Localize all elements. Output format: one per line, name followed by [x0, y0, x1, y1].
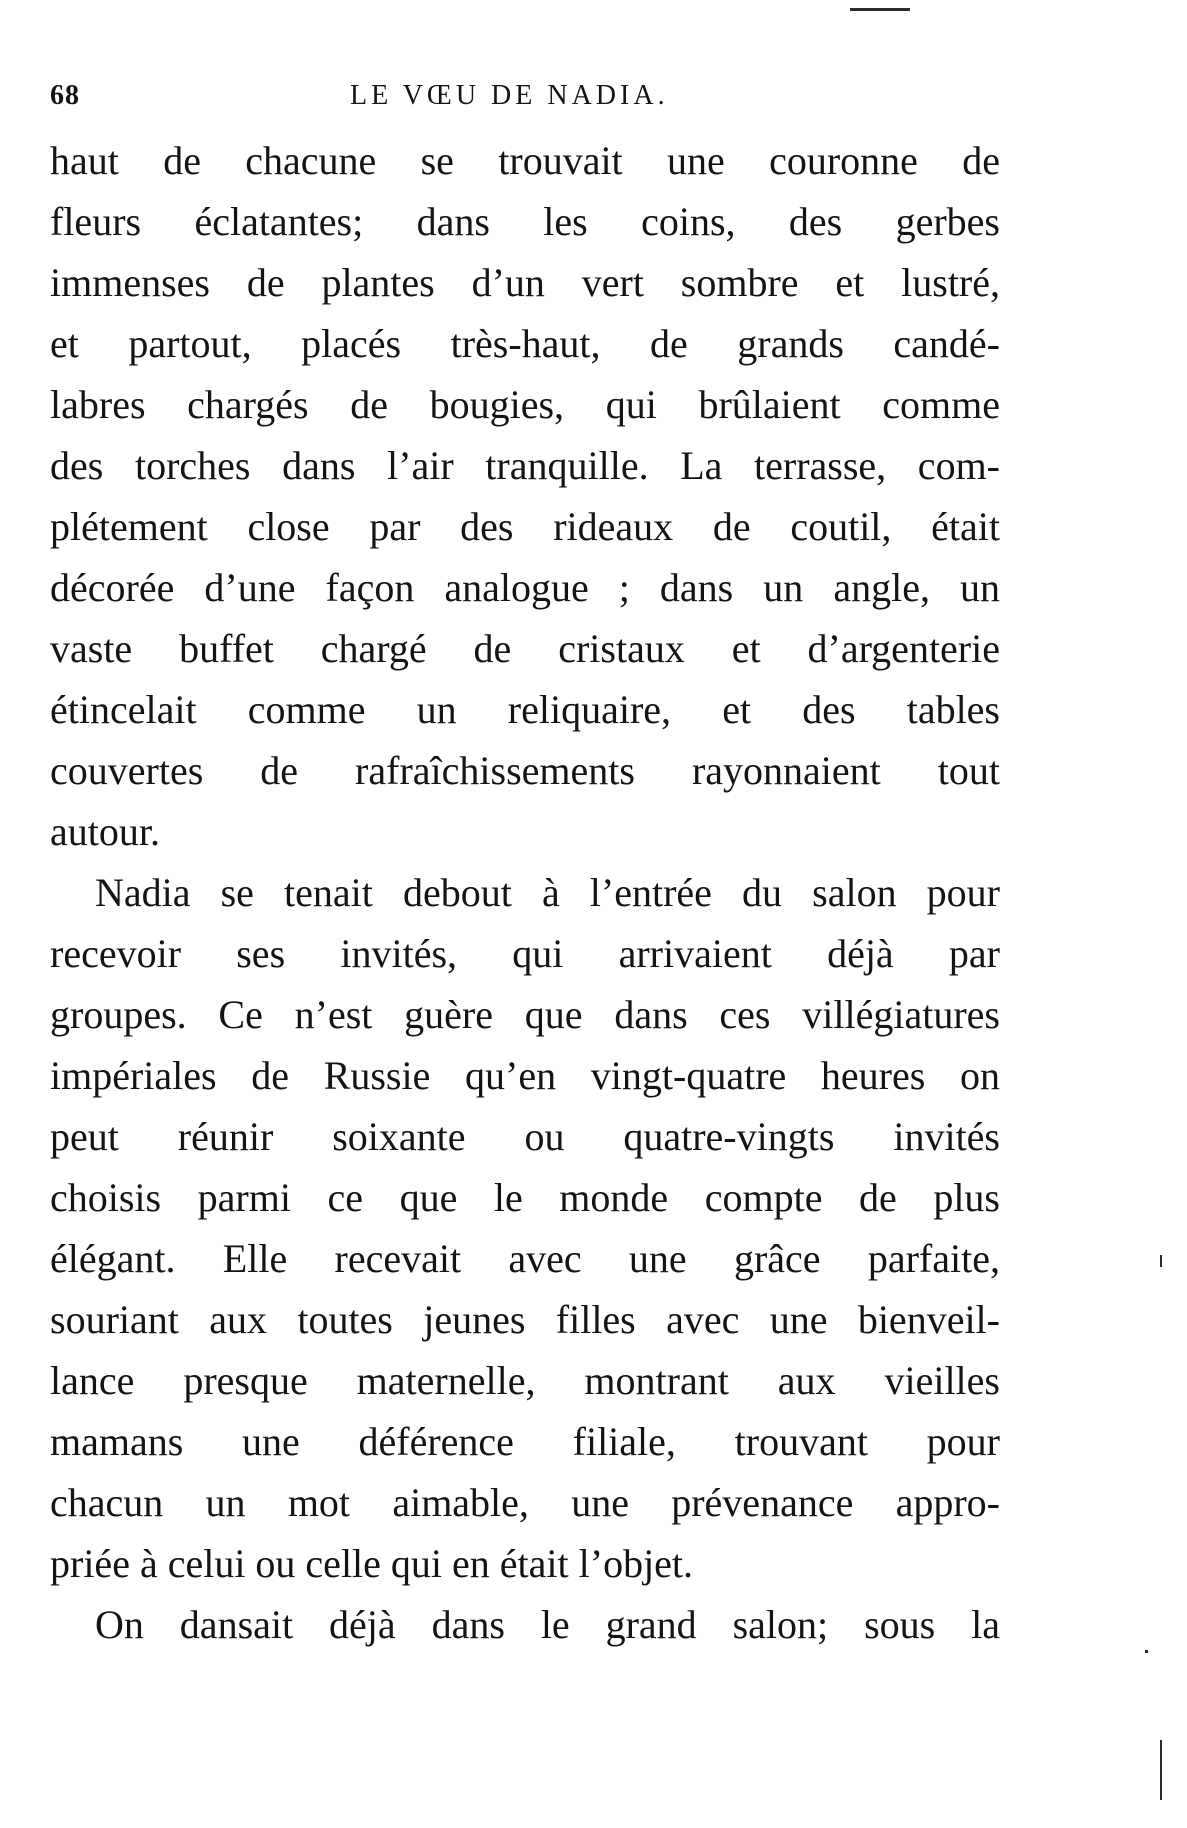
scan-speck: [1160, 1740, 1162, 1800]
scan-speck: [850, 8, 910, 11]
text-line: peut réunir soixante ou quatre-vingts invités: [50, 1114, 1000, 1159]
text-line: impériales de Russie qu’en vingt-quatre heures on: [50, 1053, 1000, 1098]
text-line: vaste buffet chargé de cristaux et d’argenterie: [50, 626, 1000, 671]
scan-speck: [1160, 1255, 1162, 1267]
text-line: décorée d’une façon analogue ; dans un angle, un: [50, 565, 1000, 610]
text-line: étincelait comme un reliquaire, et des tables: [50, 687, 1000, 732]
text-line: fleurs éclatantes; dans les coins, des gerbes: [50, 199, 1000, 244]
page-number: 68: [50, 80, 80, 111]
text-line: souriant aux toutes jeunes filles avec une bienveil-: [50, 1297, 1000, 1342]
page-header: [50, 80, 1000, 116]
text-line: labres chargés de bougies, qui brûlaient comme: [50, 382, 1000, 427]
text-line: groupes. Ce n’est guère que dans ces villégiatures: [50, 992, 1000, 1037]
running-head: LE VŒU DE NADIA.: [350, 80, 669, 111]
paragraph-3: [50, 1594, 1000, 1655]
text-line: mamans une déférence filiale, trouvant pour: [50, 1419, 1000, 1464]
body-text: [50, 130, 1000, 1655]
paragraph-1: [50, 130, 1000, 862]
text-line: des torches dans l’air tranquille. La terrasse, com-: [50, 443, 1000, 488]
text-line: couvertes de rafraîchissements rayonnaient tout: [50, 748, 1000, 793]
text-line: priée à celui ou celle qui en était l’objet.: [50, 1541, 694, 1586]
text-line: recevoir ses invités, qui arrivaient déjà par: [50, 931, 1000, 976]
text-line: et partout, placés très-haut, de grands candé-: [50, 321, 1000, 366]
text-line: plétement close par des rideaux de coutil, était: [50, 504, 1000, 549]
text-line: haut de chacune se trouvait une couronne de: [50, 138, 1000, 183]
text-line: immenses de plantes d’un vert sombre et lustré,: [50, 260, 1000, 305]
text-line: autour.: [50, 809, 160, 854]
text-line: On dansait déjà dans le grand salon; sous la: [95, 1602, 1000, 1647]
text-line: élégant. Elle recevait avec une grâce parfaite,: [50, 1236, 1000, 1281]
paragraph-2: [50, 862, 1000, 1594]
text-line: Nadia se tenait debout à l’entrée du salon pour: [95, 870, 1000, 915]
text-line: choisis parmi ce que le monde compte de plus: [50, 1175, 1000, 1220]
scan-speck: [1145, 1650, 1148, 1653]
text-line: lance presque maternelle, montrant aux vieilles: [50, 1358, 1000, 1403]
text-line: chacun un mot aimable, une prévenance appro-: [50, 1480, 1000, 1525]
